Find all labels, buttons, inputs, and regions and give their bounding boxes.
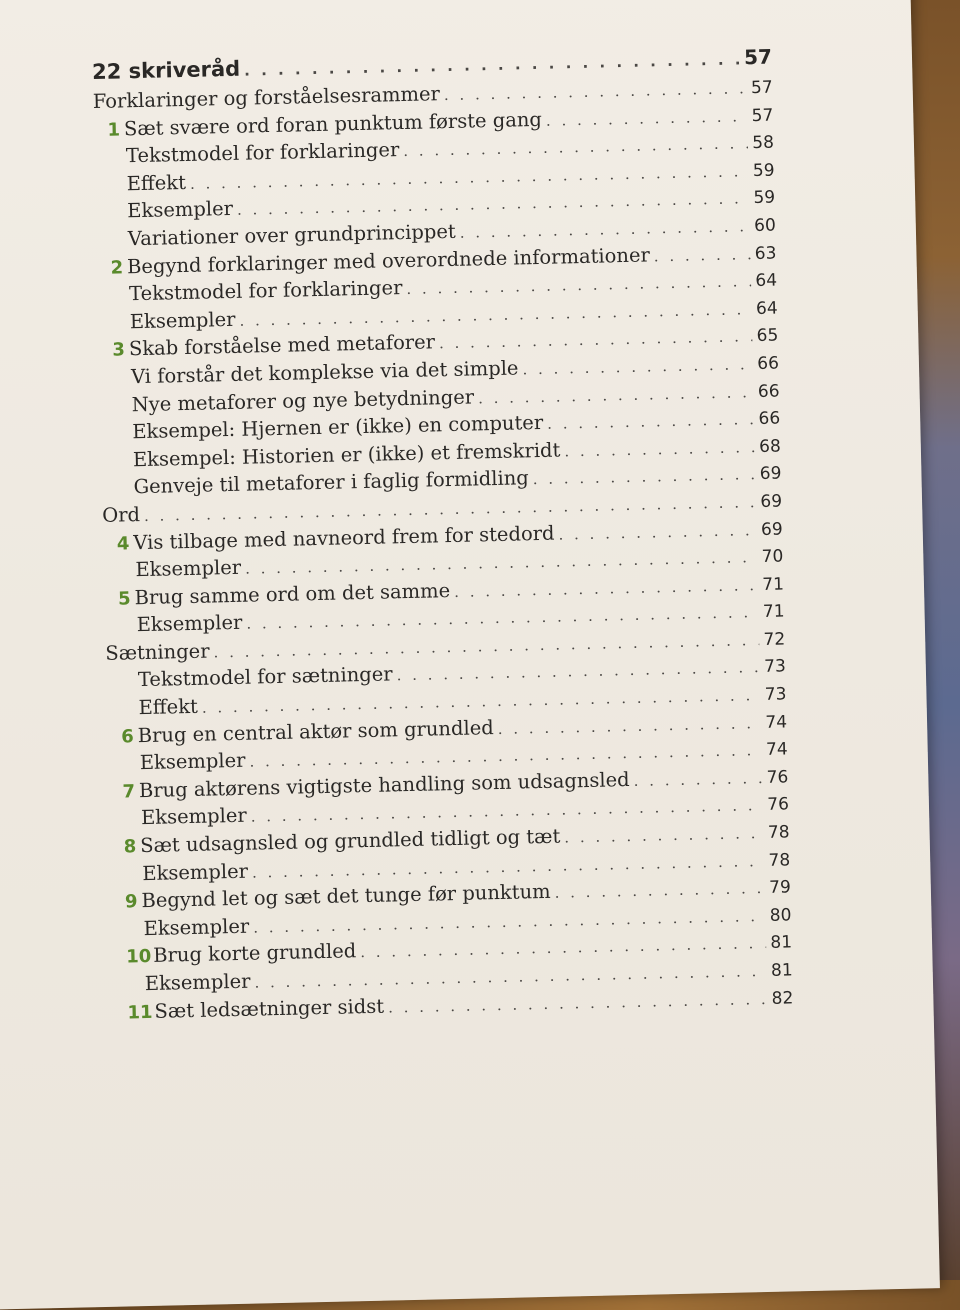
advice-number: 9 (124, 891, 138, 913)
entry-page-number: 66 (758, 408, 781, 430)
entry-page-number: 59 (752, 160, 775, 181)
entry-page-number: 73 (763, 656, 787, 678)
entry-page-number: 76 (766, 767, 789, 788)
entry-page-number: 63 (754, 243, 777, 264)
advice-number: 3 (112, 339, 126, 361)
entry-page-number: 82 (771, 987, 794, 1009)
entry-page-number: 66 (757, 353, 780, 374)
entry-label: Eksempler (142, 859, 249, 885)
entry-label: Nye metaforer og nye betydninger (131, 384, 475, 416)
entry-page-number: 69 (759, 463, 782, 485)
entry-page-number: 59 (753, 187, 776, 209)
dot-leader (546, 107, 748, 130)
entry-label: Brug aktørens vigtigste handling som udsagnsled (138, 767, 630, 802)
advice-number: 10 (125, 946, 152, 968)
entry-page-number: 81 (770, 960, 793, 981)
entry-label: Brug en central aktør som grundled (137, 715, 494, 747)
entry-label: Skab forståelse med metaforer (128, 330, 436, 361)
dot-leader (396, 658, 760, 684)
dot-leader (533, 465, 756, 488)
advice-number: 2 (110, 256, 124, 279)
advice-number: 11 (127, 1001, 153, 1024)
entry-page-number: 81 (770, 932, 793, 954)
entry-page-number: 76 (767, 794, 790, 816)
entry-label: Brug korte grundled (152, 939, 357, 968)
entry-label: Eksempler (140, 804, 247, 830)
advice-number: 8 (123, 836, 137, 858)
entry-label: Tekstmodel for forklaringer (125, 138, 400, 168)
advice-number: 6 (120, 725, 134, 748)
entry-page-number: 74 (765, 739, 788, 761)
entry-label: Eksempler (136, 611, 243, 637)
entry-label: Sætninger (105, 639, 210, 665)
dot-leader (444, 79, 748, 104)
advice-number: 1 (107, 119, 121, 141)
entry-page-number: 65 (756, 325, 779, 347)
entry-page-number: 69 (760, 518, 783, 540)
entry-label: Eksempel: Hjernen er (ikke) en computer (132, 411, 544, 444)
entry-page-number: 71 (762, 574, 785, 595)
entry-label: Effekt (126, 170, 187, 196)
entry-label: Tekstmodel for sætninger (137, 662, 393, 692)
entry-label: Eksempler (139, 748, 246, 775)
entry-label: Eksempler (129, 307, 236, 333)
dot-leader (654, 245, 751, 265)
entry-page-number: 73 (764, 684, 787, 705)
dot-leader (564, 824, 764, 847)
dot-leader (403, 134, 748, 160)
entry-page-number: 60 (753, 215, 777, 237)
chapter-title: 22 skriveråd (91, 56, 241, 85)
entry-label: Sæt ledsætninger sidst (154, 994, 385, 1023)
entry-label: Effekt (138, 694, 199, 720)
advice-number: 5 (117, 587, 131, 610)
dot-leader (498, 714, 762, 738)
entry-label: Tekstmodel for forklaringer (128, 276, 403, 306)
entry-label: Brug samme ord om det samme (134, 578, 451, 609)
entry-page-number: 74 (765, 712, 788, 733)
entry-page-number: 64 (755, 270, 778, 292)
entry-label: Ord (101, 502, 141, 527)
entry-label: Eksempler (144, 969, 251, 996)
dot-leader (522, 355, 753, 378)
entry-label: Eksempel: Historien er (ikke) et fremskridt (132, 438, 561, 471)
entry-label: Variationer over grundprincippet (127, 219, 456, 251)
dot-leader (439, 327, 753, 352)
dot-leader (454, 576, 759, 601)
toc-entries (93, 75, 794, 1028)
entry-page-number: 64 (755, 298, 778, 319)
dot-leader (554, 879, 765, 902)
entry-page-number: 68 (758, 436, 782, 457)
entry-label: Sæt udsagnsled og grundled tidligt og tæt (139, 824, 561, 858)
dot-leader (360, 934, 767, 961)
entry-label: Begynd let og sæt det tunge før punktum (141, 880, 551, 913)
entry-page-number: 80 (769, 905, 792, 926)
dot-leader (558, 521, 757, 544)
entry-page-number: 69 (760, 491, 783, 512)
entry-page-number: 57 (751, 105, 774, 126)
entry-label: Eksempler (143, 914, 250, 940)
advice-number: 7 (122, 781, 136, 803)
entry-label: Eksempler (135, 555, 242, 582)
table-of-contents (92, 45, 794, 1028)
entry-page-number: 70 (761, 546, 784, 568)
entry-label: Vi forstår det komplekse via det simple (130, 356, 519, 389)
dot-leader (460, 217, 751, 242)
entry-page-number: 78 (768, 850, 791, 871)
dot-leader (388, 990, 768, 1017)
dot-leader (633, 769, 762, 790)
entry-label: Sæt svære ord foran punktum første gang (123, 107, 543, 140)
advice-number: 4 (116, 532, 130, 555)
chapter-page-number: 57 (743, 44, 773, 70)
entry-page-number: 58 (752, 132, 775, 154)
dot-leader (478, 383, 754, 407)
entry-page-number: 71 (762, 601, 785, 623)
entry-label: Eksempler (127, 197, 234, 223)
entry-page-number: 79 (768, 877, 792, 899)
entry-page-number: 78 (767, 822, 790, 843)
entry-page-number: 72 (763, 629, 786, 650)
entry-label: Genveje til metaforer i faglig formidling (133, 466, 529, 499)
entry-page-number: 66 (757, 381, 780, 402)
dot-leader (564, 438, 755, 460)
entry-label: Begynd forklaringer med overordnede informationer (126, 242, 651, 278)
entry-label: Vis tilbage med navneord frem for stedord (133, 521, 555, 554)
dot-leader (547, 410, 755, 433)
entry-page-number: 57 (750, 77, 773, 99)
dot-leader (406, 272, 751, 298)
entry-label: Forklaringer og forståelsesrammer (92, 82, 441, 114)
dot-leader (244, 50, 740, 79)
